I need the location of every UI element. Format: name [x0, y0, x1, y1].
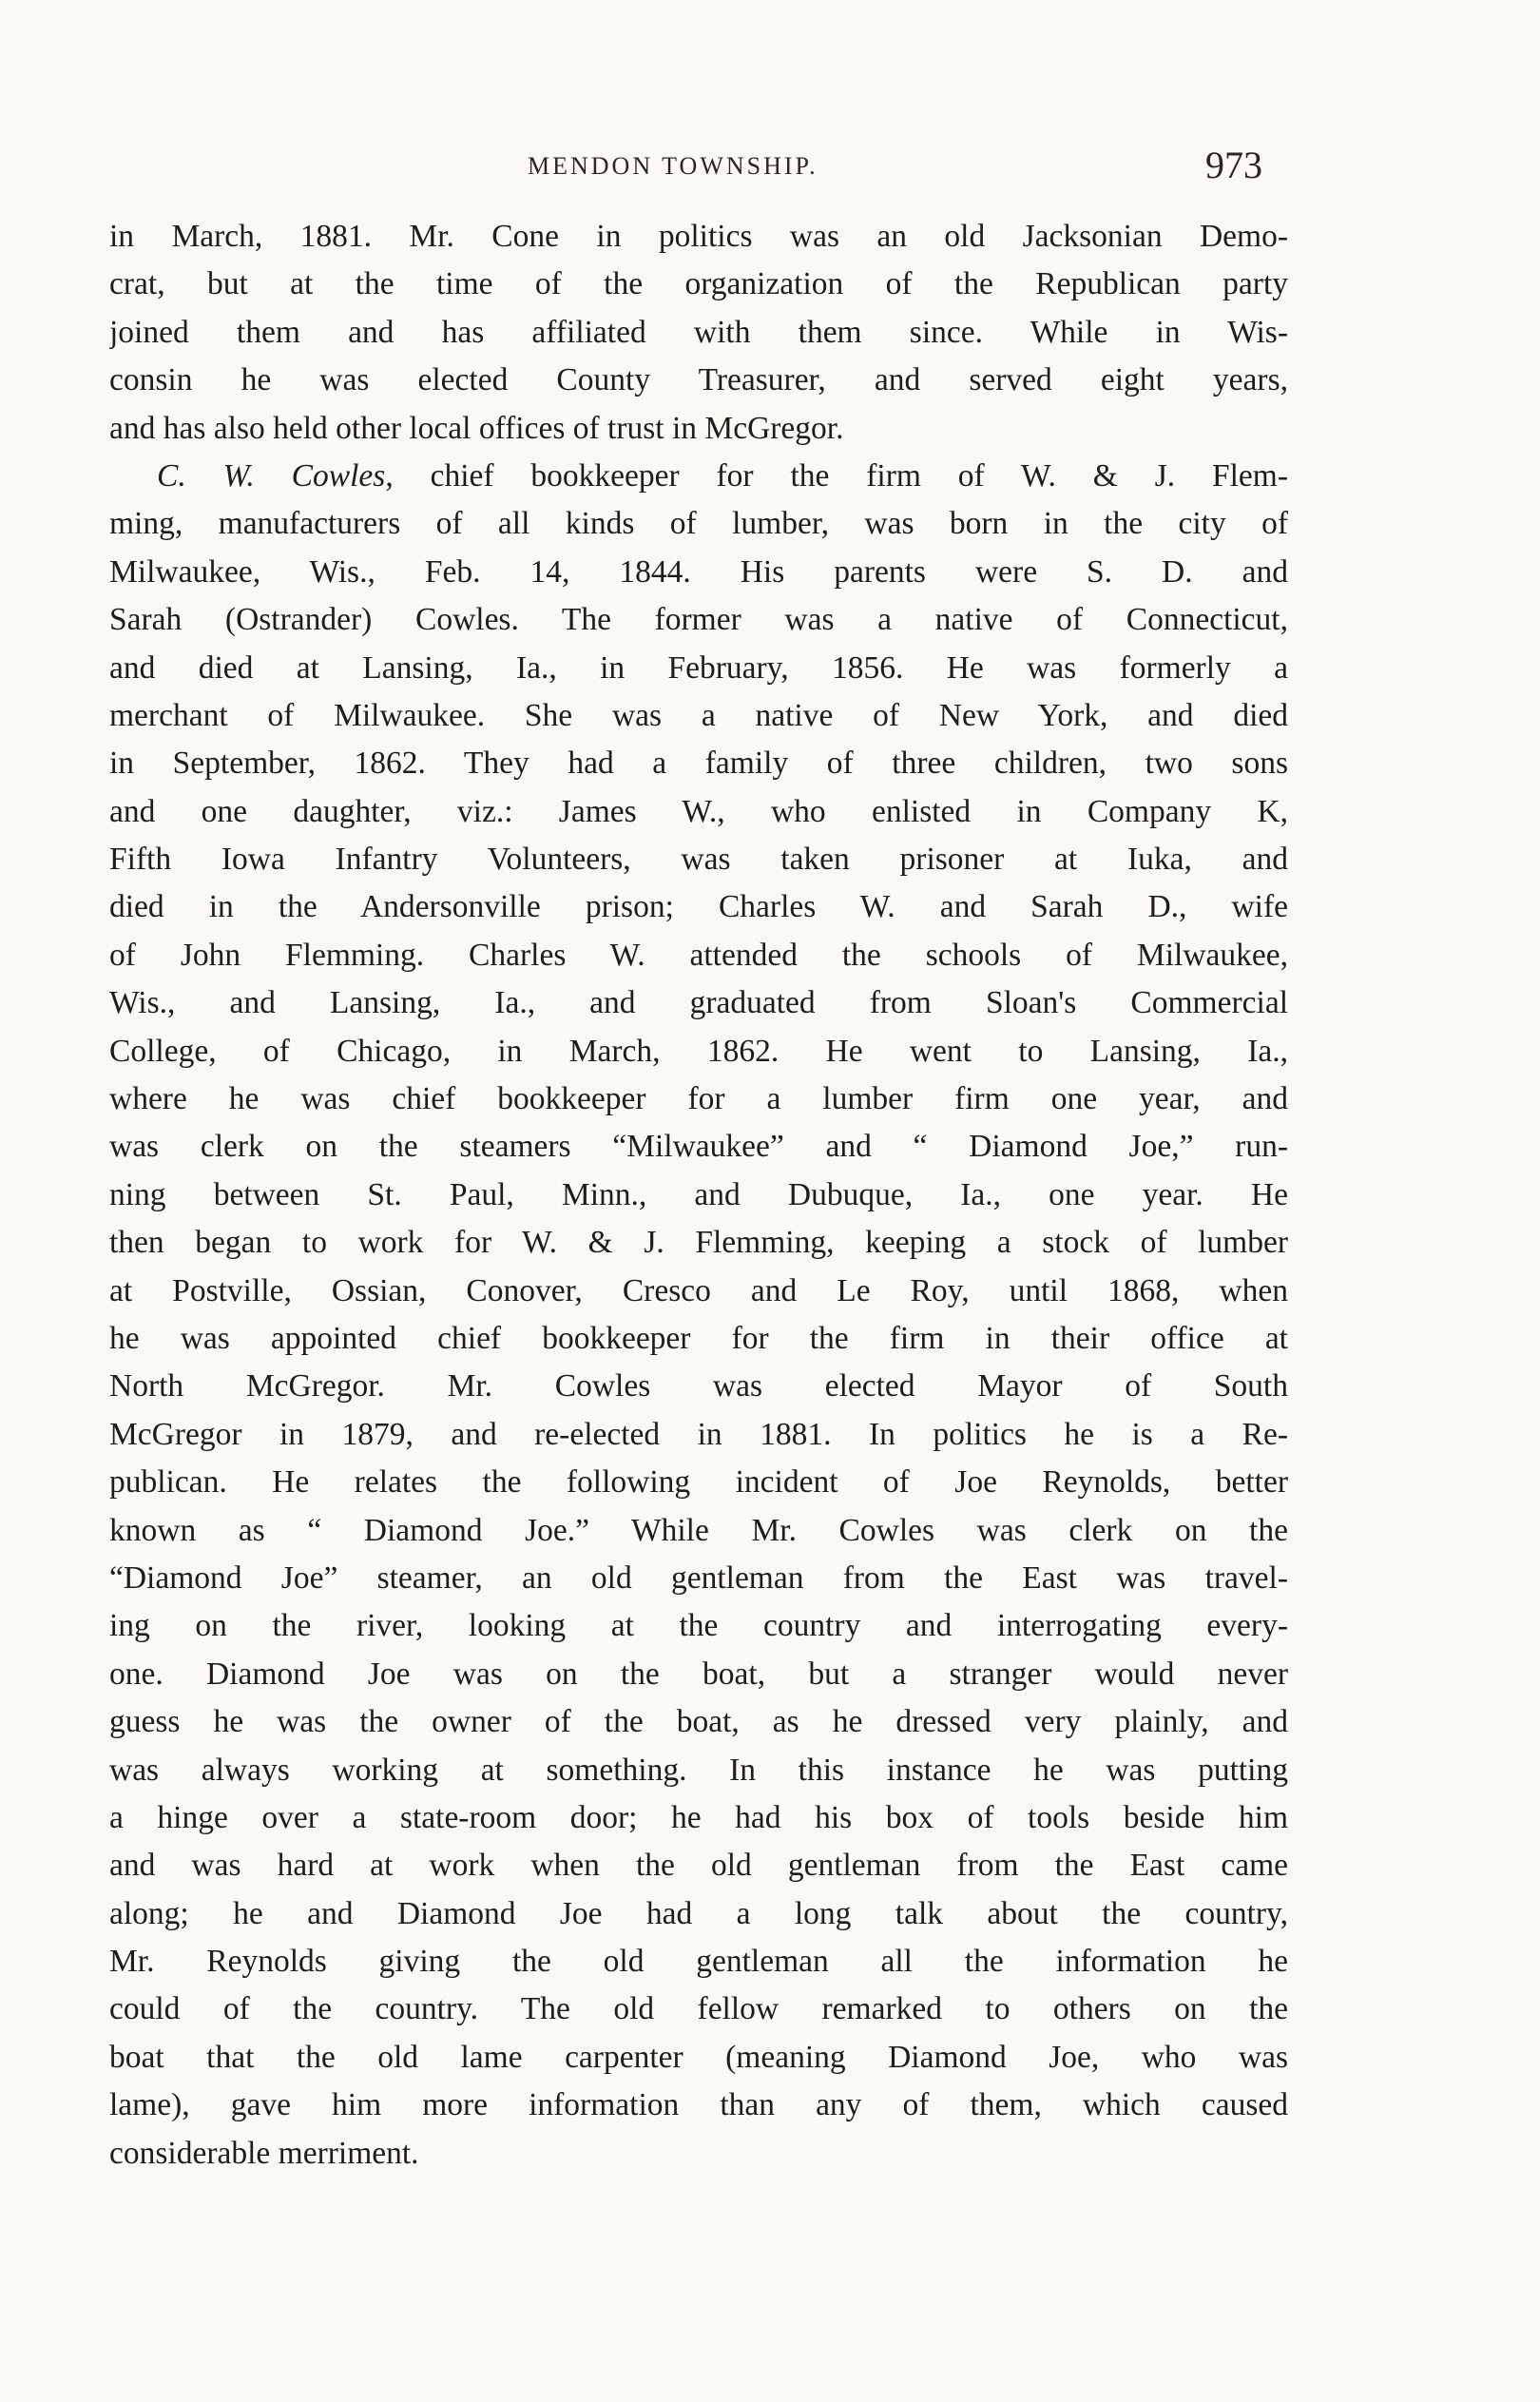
- text-line: of John Flemming. Charles W. attended the schools of Milwaukee,: [109, 937, 1288, 973]
- text-line: publican. He relates the following incident of Joe Reynolds, better: [109, 1464, 1288, 1501]
- text-line: where he was chief bookkeeper for a lumber firm one year, and: [109, 1081, 1288, 1117]
- running-head: [0, 143, 1540, 200]
- text-line: was clerk on the steamers “Milwaukee” and “ Diamond Joe,” run-: [109, 1129, 1288, 1165]
- text-line: Wis., and Lansing, Ia., and graduated from Sloan's Commercial: [109, 985, 1288, 1021]
- text-line: was always working at something. In this instance he was putting: [109, 1752, 1288, 1788]
- text-line: died in the Andersonville prison; Charles W. and Sarah D., wife: [109, 889, 1288, 925]
- text-line: and has also held other local offices of trust in McGregor.: [109, 410, 844, 446]
- bio-line-rest: , chief bookkeeper for the firm of W. & J. Flem-: [385, 457, 1288, 494]
- text-line: “Diamond Joe” steamer, an old gentleman from the East was travel-: [109, 1559, 1288, 1596]
- text-line: Milwaukee, Wis., Feb. 14, 1844. His parents were S. D. and: [109, 553, 1288, 590]
- text-line: ing on the river, looking at the country and interrogating every-: [109, 1608, 1288, 1644]
- text-line: Fifth Iowa Infantry Volunteers, was taken prisoner at Iuka, and: [109, 842, 1288, 878]
- text-line: and was hard at work when the old gentleman from the East came: [109, 1848, 1288, 1884]
- text-line: lame), gave him more information than any of them, which caused: [109, 2087, 1288, 2123]
- text-line: Sarah (Ostrander) Cowles. The former was a native of Connecticut,: [109, 602, 1288, 638]
- text-line: consin he was elected County Treasurer, and served eight years,: [109, 362, 1288, 398]
- text-line: could of the country. The old fellow remarked to others on the: [109, 1991, 1288, 2027]
- text-line: and died at Lansing, Ia., in February, 1856. He was formerly a: [109, 649, 1288, 686]
- text-line: College, of Chicago, in March, 1862. He went to Lansing, Ia.,: [109, 1033, 1288, 1069]
- text-line: in March, 1881. Mr. Cone in politics was an old Jacksonian Demo-: [109, 219, 1288, 254]
- text-line: boat that the old lame carpenter (meaning Diamond Joe, who was: [109, 2039, 1288, 2075]
- text-line: ming, manufacturers of all kinds of lumber, was born in the city of: [109, 506, 1288, 542]
- text-line-bio-start: [109, 453, 1288, 500]
- bio-name: C. W. Cowles: [157, 457, 386, 494]
- body-text: [109, 213, 1288, 2178]
- text-line: a hinge over a state-room door; he had his box of tools beside him: [109, 1799, 1288, 1835]
- text-line: North McGregor. Mr. Cowles was elected Mayor of South: [109, 1368, 1288, 1404]
- text-line: Mr. Reynolds giving the old gentleman all the information he: [109, 1944, 1288, 1980]
- text-line: one. Diamond Joe was on the boat, but a stranger would never: [109, 1656, 1288, 1692]
- page-number: 973: [1205, 144, 1262, 186]
- text-line: crat, but at the time of the organization of the Republican party: [109, 266, 1288, 302]
- text-line: along; he and Diamond Joe had a long talk about the country,: [109, 1895, 1288, 1931]
- text-line: at Postville, Ossian, Conover, Cresco and Le Roy, until 1868, when: [109, 1272, 1288, 1308]
- text-line: guess he was the owner of the boat, as he dressed very plainly, and: [109, 1704, 1288, 1740]
- text-line: considerable merriment.: [109, 2135, 419, 2171]
- text-line: McGregor in 1879, and re-elected in 1881. In politics he is a Re-: [109, 1416, 1288, 1452]
- running-head-title: MENDON TOWNSHIP.: [528, 152, 818, 180]
- text-line: merchant of Milwaukee. She was a native of New York, and died: [109, 697, 1288, 733]
- text-line: and one daughter, viz.: James W., who enlisted in Company K,: [109, 793, 1288, 829]
- text-line: joined them and has affiliated with them since. While in Wis-: [109, 314, 1288, 350]
- text-line: he was appointed chief bookkeeper for the firm in their office at: [109, 1320, 1288, 1356]
- text-line: then began to work for W. & J. Flemming, keeping a stock of lumber: [109, 1225, 1288, 1261]
- text-line: in September, 1862. They had a family of three children, two sons: [109, 746, 1288, 782]
- text-line: known as “ Diamond Joe.” While Mr. Cowles was clerk on the: [109, 1512, 1288, 1548]
- text-line: ning between St. Paul, Minn., and Dubuque, Ia., one year. He: [109, 1176, 1288, 1212]
